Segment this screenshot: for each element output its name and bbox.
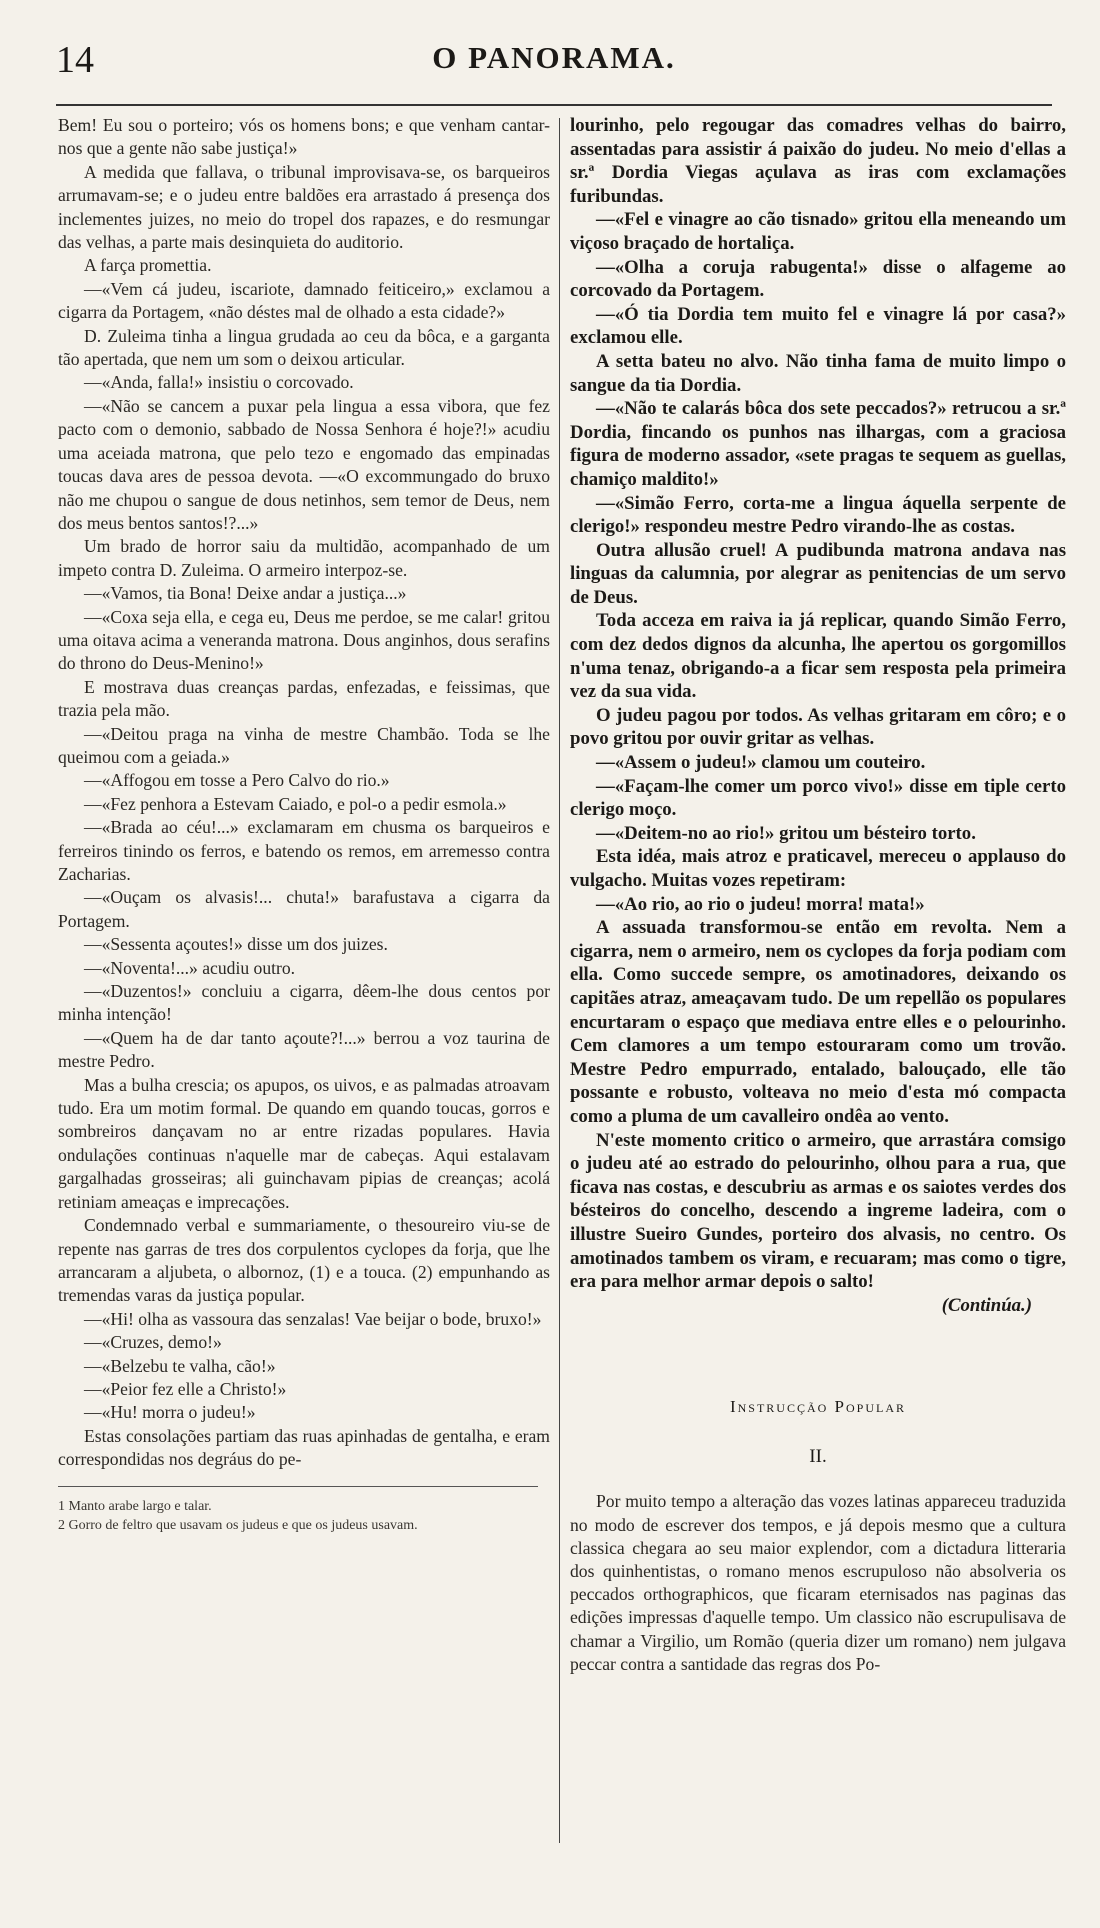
paragraph: Esta idéa, mais atroz e praticavel, mereceu o applauso do vulgacho. Muitas vozes repetiram: [570,846,1066,891]
paragraph: —«Não te calarás bôca dos sete peccados?» retrucou a sr.ª Dordia, fincando os punhos nas ilhargas, com a graciosa figura de moderno assador, «sete pragas te sequem as guellas, chamiço maldito!» [570,398,1066,490]
running-title: O PANORAMA. [432,40,676,75]
footnote: 2 Gorro de feltro que usavam os judeus e que os judeus usavam. [58,1517,418,1533]
right-column [570,114,1066,1676]
paragraph: N'este momento critico o armeiro, que arrastára comsigo o judeu até ao estrado do pelourinho, olhou para a rua, que ficava nas costas, e descubriu as armas e os saiotes verdes dos bésteiros do concelho, descendo a ingreme ladeira, com o illustre Sueiro Gundes, porteiro dos alvasis, no centro. Os amotinados tambem os viram, e recuaram; mas como o tigre, era para melhor armar depois o salto! [570,1129,1066,1293]
right-paragraphs [570,114,1066,1294]
paragraph: —«Affogou em tosse a Pero Calvo do rio.» [84,770,390,791]
section-number: II. [809,1445,827,1467]
paragraph: —«Noventa!...» acudiu outro. [84,957,296,978]
paragraph: —«Ó tia Dordia tem muito fel e vinagre lá por casa?» exclamou elle. [570,303,1066,349]
paragraph: lourinho, pelo regougar das comadres velhas do bairro, assentadas para assistir á paixão do judeu. No meio d'ellas a sr.ª Dordia Viegas açulava as iras com exclamações furibundas. [570,115,1066,207]
paragraph: —«Quem ha de dar tanto açoute?!...» berrou a voz taurina de mestre Pedro. [58,1027,550,1072]
paragraph: Estas consolações partiam das ruas apinhadas de gentalha, e eram correspondidas nos degráus do pe- [58,1425,550,1470]
paragraph: —«Hi! olha as vassoura das senzalas! Vae beijar o bode, bruxo!» [84,1308,542,1329]
paragraph: A setta bateu no alvo. Não tinha fama de muito limpo o sangue da tia Dordia. [570,350,1066,396]
paragraph: —«Ouçam os alvasis!... chuta!» barafustava a cigarra da Portagem. [58,887,550,931]
paragraph: —«Ao rio, ao rio o judeu! morra! mata!» [596,893,925,915]
footnote: 1 Manto arabe largo e talar. [58,1498,212,1514]
paragraph: —«Simão Ferro, corta-me a lingua áquella serpente de clerigo!» respondeu mestre Pedro virando-lhe as costas. [570,492,1066,538]
paragraph: —«Belzebu te valha, cão!» [84,1355,276,1376]
paragraph: Bem! Eu sou o porteiro; vós os homens bons; e que venham cantar-nos que a gente não sabe justiça!» [58,115,550,159]
continua-note: (Continúa.) [941,1294,1032,1316]
paragraph: —«Façam-lhe comer um porco vivo!» disse em tiple certo clerigo moço. [570,775,1066,821]
section-body [570,1490,1066,1676]
paragraph: —«Sessenta açoutes!» disse um dos juizes. [84,934,388,955]
paragraph: —«Deitem-no ao rio!» gritou um bésteiro torto. [596,822,976,844]
left-column [58,114,550,1535]
paragraph: Condemnado verbal e summariamente, o thesoureiro viu-se de repente nas garras de tres dos corpulentos cyclopes da forja, que lhe arrancaram a aljubeta, o albornoz, (1) e a touca. (2) empunhando as tremendas varas da justiça popular. [58,1215,550,1306]
paragraph: —«Fel e vinagre ao cão tisnado» gritou ella meneando um viçoso braçado de hortaliça. [570,209,1066,254]
paragraph: —«Cruzes, demo!» [84,1332,222,1353]
paragraph: —«Olha a coruja rabugenta!» disse o alfageme ao corcovado da Portagem. [570,256,1066,302]
paragraph: —«Hu! morra o judeu!» [84,1402,256,1423]
paragraph: Toda acceza em raiva ia já replicar, quando Simão Ferro, com dez dedos dignos da alcunha, lhe apertou os gorgomillos n'uma tenaz, obrigando-a a ficar sem resposta pela primeira vez da sua vida. [570,610,1066,703]
paragraph: A farça promettia. [84,255,212,276]
paragraph: —«Vamos, tia Bona! Deixe andar a justiça...» [84,583,407,604]
paragraph: Mas a bulha crescia; os apupos, os uivos, e as palmadas atroavam tudo. Era um motim formal. De quando em quando toucas, gorros e sombreiros dançavam no ar entre rizadas populares. Havia ondulações continuas n'aquelle mar de cabeças. Aqui estalavam gargalhadas grosseiras; ali guinchavam pipias de creanças; acolá retiniam ameaças e imprecações. [58,1074,550,1212]
paragraph: —«Duzentos!» concluiu a cigarra, dêem-lhe dous centos por minha intenção! [58,981,550,1025]
paragraph: E mostrava duas creanças pardas, enfezadas, e feissimas, que trazia pela mão. [58,676,550,721]
left-paragraphs [58,114,550,1472]
page-header [56,38,1052,88]
paragraph: —«Deitou praga na vinha de mestre Chambão. Toda se lhe queimou com a geiada.» [58,723,550,767]
paragraph: Outra allusão cruel! A pudibunda matrona andava nas linguas da calumnia, por alegrar as penitencias de um servo de Deus. [570,539,1066,608]
header-rule [56,104,1052,106]
footnotes [58,1497,550,1535]
section-heading: Instrucção Popular [729,1397,907,1417]
paragraph: D. Zuleima tinha a lingua grudada ao ceu da bôca, e a garganta tão apertada, que nem um som o deixou articular. [58,325,550,370]
paragraph: —«Vem cá judeu, iscariote, damnado feiticeiro,» exclamou a cigarra da Portagem, «não déstes mal de olhado a esta cidade?» [58,278,550,323]
paragraph: Um brado de horror saiu da multidão, acompanhado de um impeto contra D. Zuleima. O armeiro interpoz-se. [58,536,550,580]
paragraph: —«Brada ao céu!...» exclamaram em chusma os barqueiros e ferreiros tinindo os ferros, e batendo os remos, em arremesso contra Zacharias. [58,817,550,884]
paragraph: —«Não se cancem a puxar pela lingua a essa vibora, que fez pacto com o demonio, sabbado de Nossa Senhora é hoje?!» acudiu uma aceiada matrona, que pelo tezo e engomado das empinadas toucas dava ares de pessoa devota. —«O excommungado do bruxo não me chupou o sangue de dous netinhos, sem temor de Deus, nem dos meus bentos santos!?...» [58,395,550,533]
paragraph: A medida que fallava, o tribunal improvisava-se, os barqueiros arrumavam-se; e o judeu entre baldões era arrastado á presença dos inclementes juizes, no meio do tropel dos rapazes, e do resmungar das velhas, a parte mais desinquieta do auditorio. [58,161,550,253]
paragraph: —«Assem o judeu!» clamou um couteiro. [596,752,926,774]
paragraph: Por muito tempo a alteração das vozes latinas appareceu traduzida no modo de escrever dos tempos, e já depois mesmo que a cultura classica chegara ao seu maior explendor, com a dictadura litteraria dos quinhentistas, o romano menos escrupuloso não absolveria os peccados orthographicos, que ficaram eternisados nas paginas das edições impressas d'aquelle tempo. Um classico não escrupulisava de chamar a Virgilio, um Romão (queria dizer um romano) nem julgava peccar contra a santidade das regras dos Po- [570,1491,1066,1674]
paragraph: —«Fez penhora a Estevam Caiado, e pol-o a pedir esmola.» [84,793,507,814]
paragraph: —«Coxa seja ella, e cega eu, Deus me perdoe, se me calar! gritou uma oitava acima a veneranda matrona. Dous anginhos, dous serafins do throno do Deus-Menino!» [58,606,550,674]
paragraph: O judeu pagou por todos. As velhas gritaram em côro; e o povo gritou por ouvir gritar as velhas. [570,704,1066,750]
paragraph: —«Anda, falla!» insistiu o corcovado. [84,372,354,393]
page-number: 14 [56,39,94,81]
column-divider [559,118,560,1843]
paragraph: A assuada transformou-se então em revolta. Nem a cigarra, nem o armeiro, nem os cyclopes da forja podiam com ella. Como succede sempre, os amotinadores, deixando os capitães atraz, ameaçavam tudo. De um repellão os populares encurtaram o espaço que mediava entre elles e o pelourinho. Cem clamores a um tempo estouraram como um trovão. Mestre Pedro empurrado, entalado, balouçado, elle tão possante e robusto, volteava no meio d'esta mó compacta como a pluma de um cavalleiro ondêa ao vento. [570,917,1066,1127]
paragraph: —«Peior fez elle a Christo!» [84,1378,287,1399]
footnote-rule [58,1486,538,1487]
